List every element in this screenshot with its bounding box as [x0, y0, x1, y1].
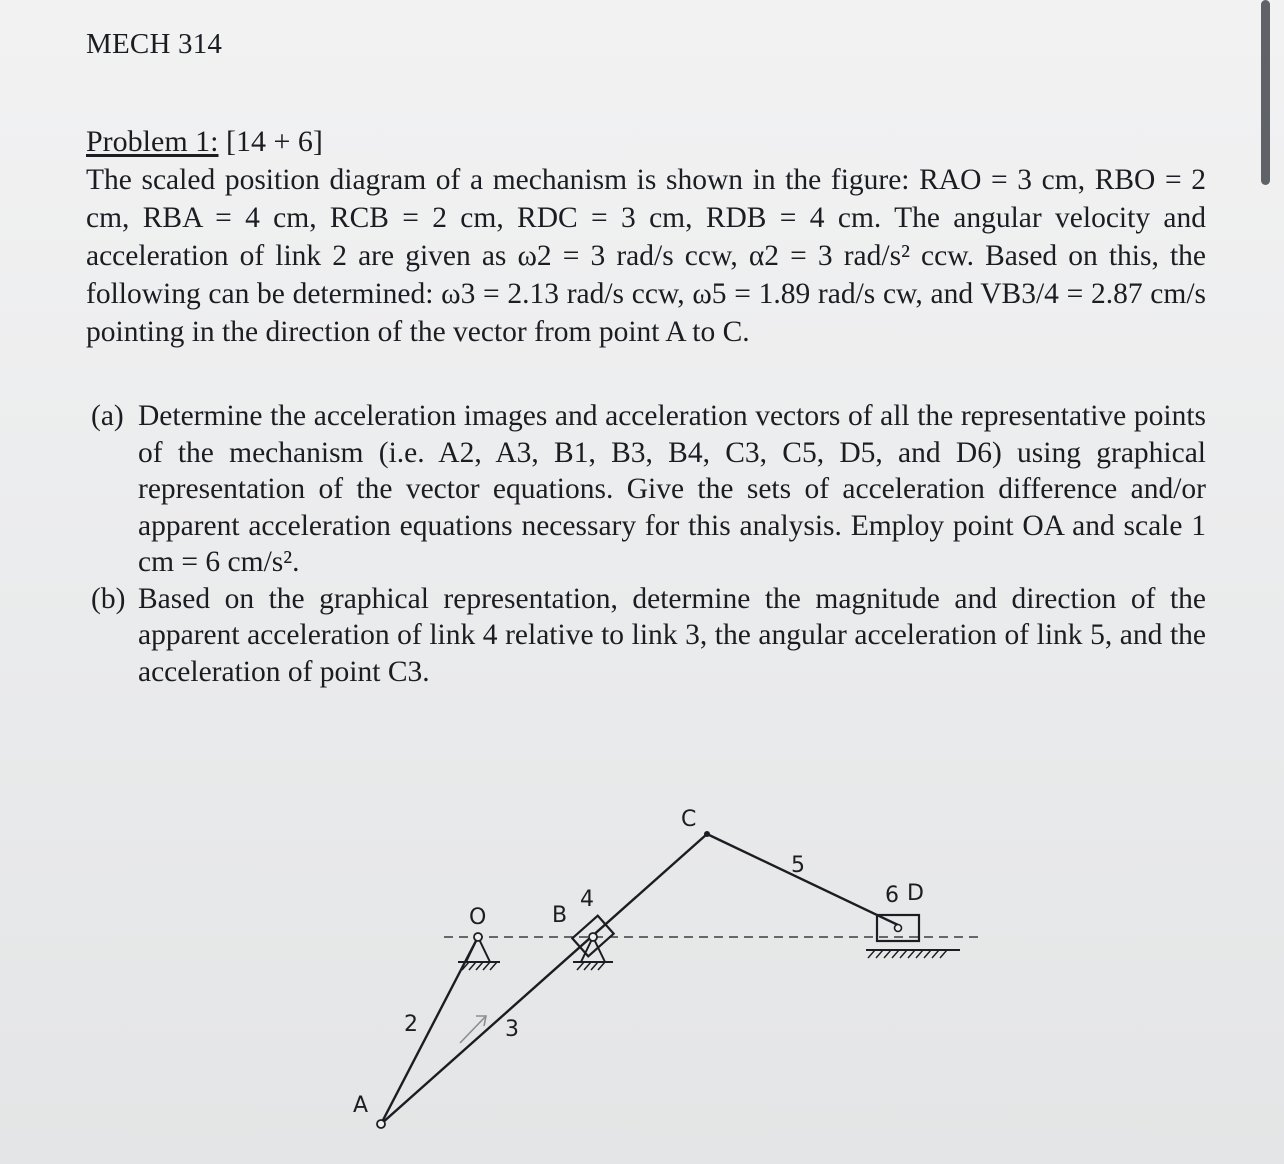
label-link-4: 4 — [580, 887, 594, 912]
course-title: MECH 314 — [86, 28, 223, 60]
link-2 — [381, 937, 478, 1124]
link-3 — [381, 834, 707, 1124]
pin-c — [704, 831, 710, 837]
label-link-6: 6 — [885, 883, 899, 908]
part-b-text: Based on the graphical representation, determine the magnitude and direction of the apparent acceleration of link 4 relative to link 3, the angular acceleration of link 5, and the acceleration of point C3. — [138, 582, 1206, 688]
label-point-o: O — [469, 905, 487, 930]
label-link-5: 5 — [791, 853, 805, 878]
part-b-tag: (b) — [91, 582, 126, 615]
direction-arrow — [460, 1016, 486, 1043]
label-link-2: 2 — [404, 1012, 418, 1037]
part-a-text: Determine the acceleration images and acceleration vectors of all the representative points of the mechanism (i.e. A2, A3, B1, B3, B4, C3, C5, D5, and D6) using graphical representation of the vector equations. Give the sets of acceleration difference and/or apparent acceleration equations necessary for this analysis. Employ point OA and scale 1 cm = 6 cm/s². — [138, 400, 1206, 578]
part-a-tag: (a) — [91, 400, 124, 432]
link-5 — [707, 834, 898, 925]
problem-statement: The scaled position diagram of a mechanism is shown in the figure: RAO = 3 cm, RBO = 2 cm, RBA = 4 cm, RCB = 2 cm, RDC = 3 cm, RDB = 4 cm. The angular velocity and acceleration of link 2 are given as ω2 = 3 rad/s ccw, α2 = 3 rad/s² ccw. Based on this, the following can be determined: ω3 = 2.13 rad/s ccw, ω5 = 1.89 rad/s cw, and VB3/4 = 2.87 cm/s pointing in the direction of the vector from point A to C. — [86, 164, 1206, 348]
label-point-c: C — [681, 807, 697, 832]
label-point-a: A — [353, 1093, 369, 1118]
pin-a — [377, 1120, 385, 1128]
problem-marks: [14 + 6] — [226, 125, 323, 158]
label-point-d: D — [907, 881, 924, 906]
problem-heading: Problem 1: — [86, 125, 219, 158]
label-link-3: 3 — [505, 1017, 519, 1042]
label-point-b: B — [552, 903, 568, 928]
